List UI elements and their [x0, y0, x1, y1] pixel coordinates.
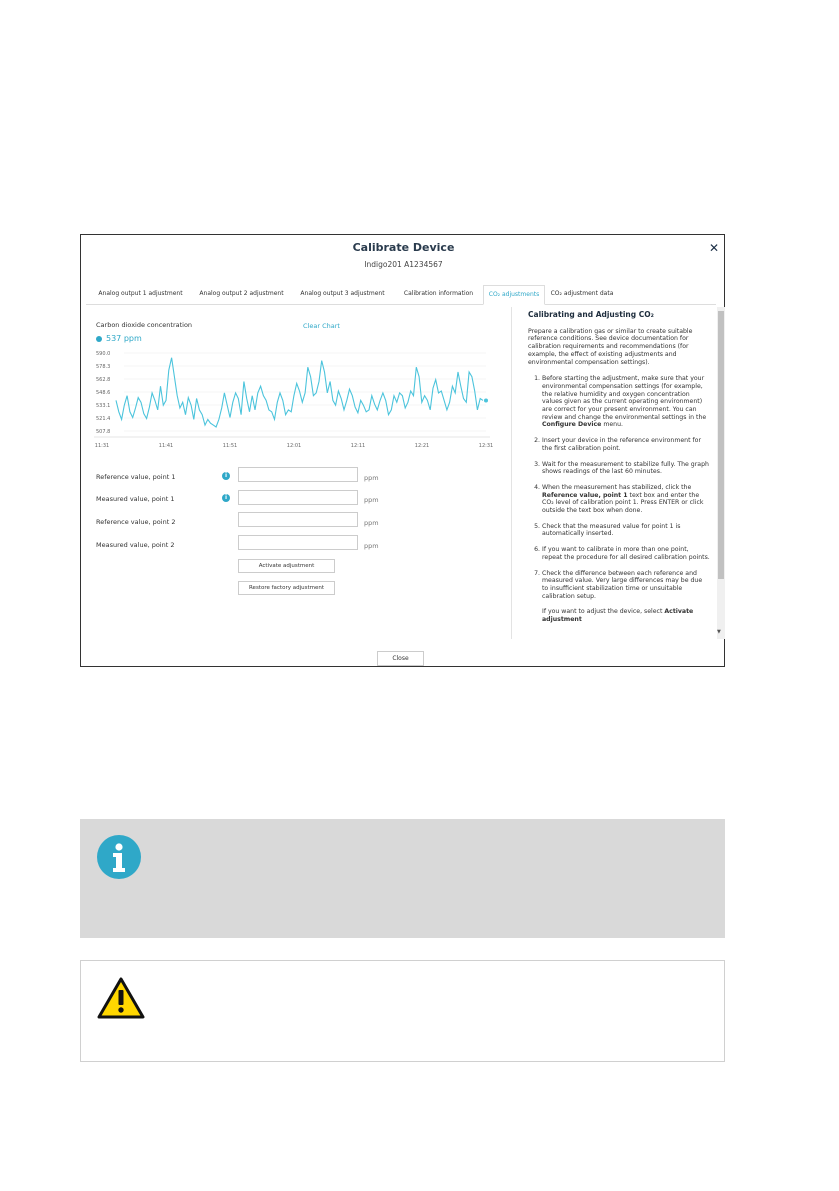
info-icon	[97, 835, 141, 879]
x-tick-label: 12:01	[286, 443, 302, 449]
help-title: Calibrating and Adjusting CO₂	[528, 310, 654, 319]
y-tick-label: 590.0	[96, 351, 111, 357]
tab-analog-output-3[interactable]: Analog output 3 adjustment	[300, 290, 385, 297]
x-tick-label: 11:51	[222, 443, 238, 449]
tab-co2-adjustment-data[interactable]: CO₂ adjustment data	[550, 290, 614, 297]
reference-value-1-input[interactable]	[238, 467, 358, 482]
help-step: 5. Check that the measured value for point 1 is automatically inserted.	[542, 523, 710, 538]
measured-value-1-label: Measured value, point 1	[96, 495, 175, 503]
tab-co2-adjustments[interactable]: CO₂ adjustments	[483, 285, 545, 305]
help-step: 1. Before starting the adjustment, make sure that your environmental compensation settings (for example, the relative humidity and oxygen concentration values given as the current operating environment) are correct for your present environment. You can review and change the environmental settings in the Configure Device menu.	[542, 375, 710, 429]
unit-label: ppm	[364, 496, 379, 504]
tab-analog-output-1[interactable]: Analog output 1 adjustment	[98, 290, 183, 297]
x-tick-label: 12:21	[414, 443, 430, 449]
y-tick-label: 533.1	[96, 403, 111, 409]
tab-bar	[86, 285, 716, 305]
info-icon[interactable]: i	[222, 494, 230, 502]
x-tick-label: 11:31	[94, 443, 110, 449]
unit-label: ppm	[364, 474, 379, 482]
help-step: 4. When the measurement has stabilized, click the Reference value, point 1 text box and enter the CO₂ level of calibration point 1. Press ENTER or click outside the text box when done.	[542, 484, 710, 515]
help-step: 2. Insert your device in the reference environment for the first calibration point.	[542, 437, 710, 452]
x-tick-label: 11:41	[158, 443, 174, 449]
scroll-down-icon[interactable]: ▼	[717, 629, 721, 635]
help-panel	[511, 307, 726, 639]
reference-value-2-input[interactable]	[238, 512, 358, 527]
help-step: 3. Wait for the measurement to stabilize fully. The graph shows readings of the last 60 minutes.	[542, 461, 710, 476]
help-final: If you want to adjust the device, select Activate adjustment	[542, 608, 694, 624]
live-value-dot	[96, 336, 102, 342]
info-icon[interactable]: i	[222, 472, 230, 480]
close-button[interactable]: Close	[377, 651, 424, 666]
unit-label: ppm	[364, 519, 379, 527]
tab-analog-output-2[interactable]: Analog output 2 adjustment	[199, 290, 284, 297]
x-tick-label: 12:31	[478, 443, 494, 449]
help-steps	[528, 375, 710, 624]
dialog-title: Calibrate Device	[352, 241, 455, 254]
dialog-subtitle: Indigo201 A1234567	[364, 260, 443, 269]
measured-value-2-input[interactable]	[238, 535, 358, 550]
y-tick-label: 507.8	[96, 429, 111, 435]
series-last-point	[484, 398, 488, 402]
restore-factory-adjustment-button[interactable]: Restore factory adjustment	[238, 581, 335, 595]
help-intro: Prepare a calibration gas or similar to create suitable reference conditions. See device documentation for calibration requirements and recommendations (for example, the effect of existing adjustments and environmental compensation settings).	[528, 327, 693, 366]
info-note	[80, 819, 725, 938]
x-tick-label: 12:11	[350, 443, 366, 449]
clear-chart-link[interactable]: Clear Chart	[303, 322, 340, 330]
measured-value-2-label: Measured value, point 2	[96, 541, 175, 549]
measured-value-1-input[interactable]	[238, 490, 358, 505]
y-tick-label: 562.8	[96, 377, 111, 383]
reference-value-1-label: Reference value, point 1	[96, 473, 176, 481]
help-step: 6. If you want to calibrate in more than one point, repeat the procedure for all desired calibration points.	[542, 546, 710, 561]
co2-line-chart	[94, 349, 494, 449]
warning-note	[80, 960, 725, 1062]
y-tick-label: 521.4	[96, 416, 111, 422]
unit-label: ppm	[364, 542, 379, 550]
reference-value-2-label: Reference value, point 2	[96, 518, 176, 526]
tab-calibration-information[interactable]: Calibration information	[403, 290, 474, 297]
y-tick-label: 548.6	[96, 390, 111, 396]
live-value: 537 ppm	[106, 334, 142, 343]
co2-series-line	[116, 358, 483, 427]
close-icon[interactable]: ✕	[709, 241, 720, 255]
activate-adjustment-button[interactable]: Activate adjustment	[238, 559, 335, 573]
help-scrollbar-thumb[interactable]	[718, 311, 724, 579]
y-tick-label: 578.3	[96, 364, 111, 370]
help-step: 7. Check the difference between each reference and measured value. Very large differences may be due to insufficient stabilization time or unsuitable calibration setup. If you want to adjust the device, select Activate adjustment	[542, 570, 710, 624]
calibrate-device-dialog	[80, 234, 725, 667]
measurement-label: Carbon dioxide concentration	[96, 321, 193, 329]
warning-icon	[97, 977, 145, 1019]
